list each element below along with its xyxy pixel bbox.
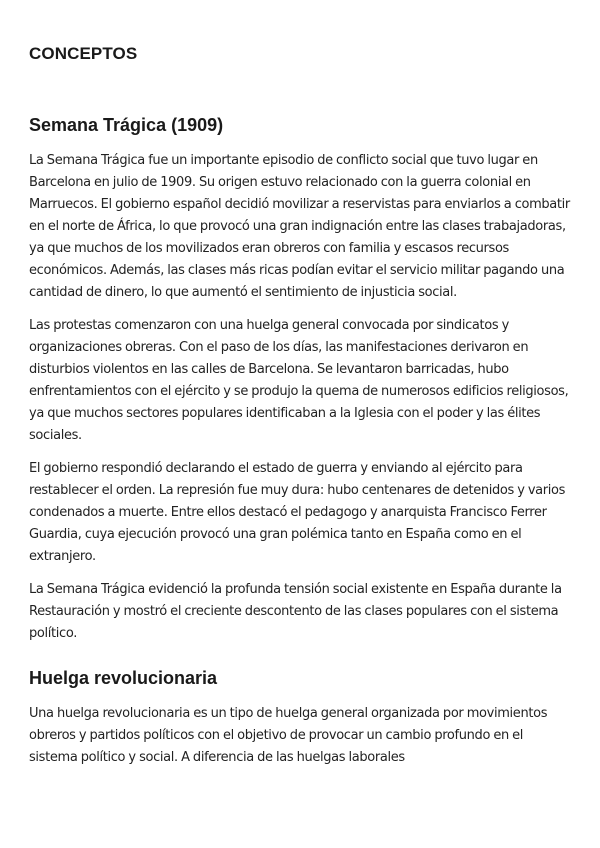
paragraph: La Semana Trágica evidenció la profunda tensión social existente en España durante la Restauración y mostró el creciente descontento de las clases populares con el sistema político.	[29, 582, 562, 641]
paragraph: Una huelga revolucionaria es un tipo de huelga general organizada por movimientos obreros y partidos políticos con el objetivo de provocar un cambio profundo en el sistema político y social. A diferencia de las huelgas laborales	[29, 706, 548, 765]
paragraph: El gobierno respondió declarando el estado de guerra y enviando al ejército para restablecer el orden. La represión fue muy dura: hubo centenares de detenidos y varios condenados a muerte. Entre ellos destacó el pedagogo y anarquista Francisco Ferrer Guardia, cuya ejecución provocó una gran polémica tanto en España como en el extranjero.	[29, 461, 566, 564]
page-heading: CONCEPTOS	[29, 44, 138, 63]
paragraph: La Semana Trágica fue un importante episodio de conflicto social que tuvo lugar en Barcelona en julio de 1909. Su origen estuvo relacionado con la guerra colonial en Marruecos. El gobierno español decidió movilizar a reservistas para enviarlos a combatir en el norte de África, lo que provocó una gran indignación entre las clases trabajadoras, ya que muchos de los movilizados eran obreros con familia y escasos recursos económicos. Además, las clases más ricas podían evitar el servicio militar pagando una cantidad de dinero, lo que aumentó el sentimiento de injusticia social.	[29, 153, 570, 300]
section-semana-tragica	[29, 115, 572, 645]
paragraph: Las protestas comenzaron con una huelga general convocada por sindicatos y organizaciones obreras. Con el paso de los días, las manifestaciones derivaron en disturbios violentos en las calles de Barcelona. Se levantaron barricadas, hubo enfrentamientos con el ejército y se produjo la quema de numerosos edificios religiosos, ya que muchos sectores populares identificaban a la Iglesia con el poder y las élites sociales.	[29, 318, 569, 443]
section-title: Semana Trágica (1909)	[29, 115, 224, 135]
section-title: Huelga revolucionaria	[29, 668, 218, 688]
section-huelga-revolucionaria	[29, 668, 572, 769]
